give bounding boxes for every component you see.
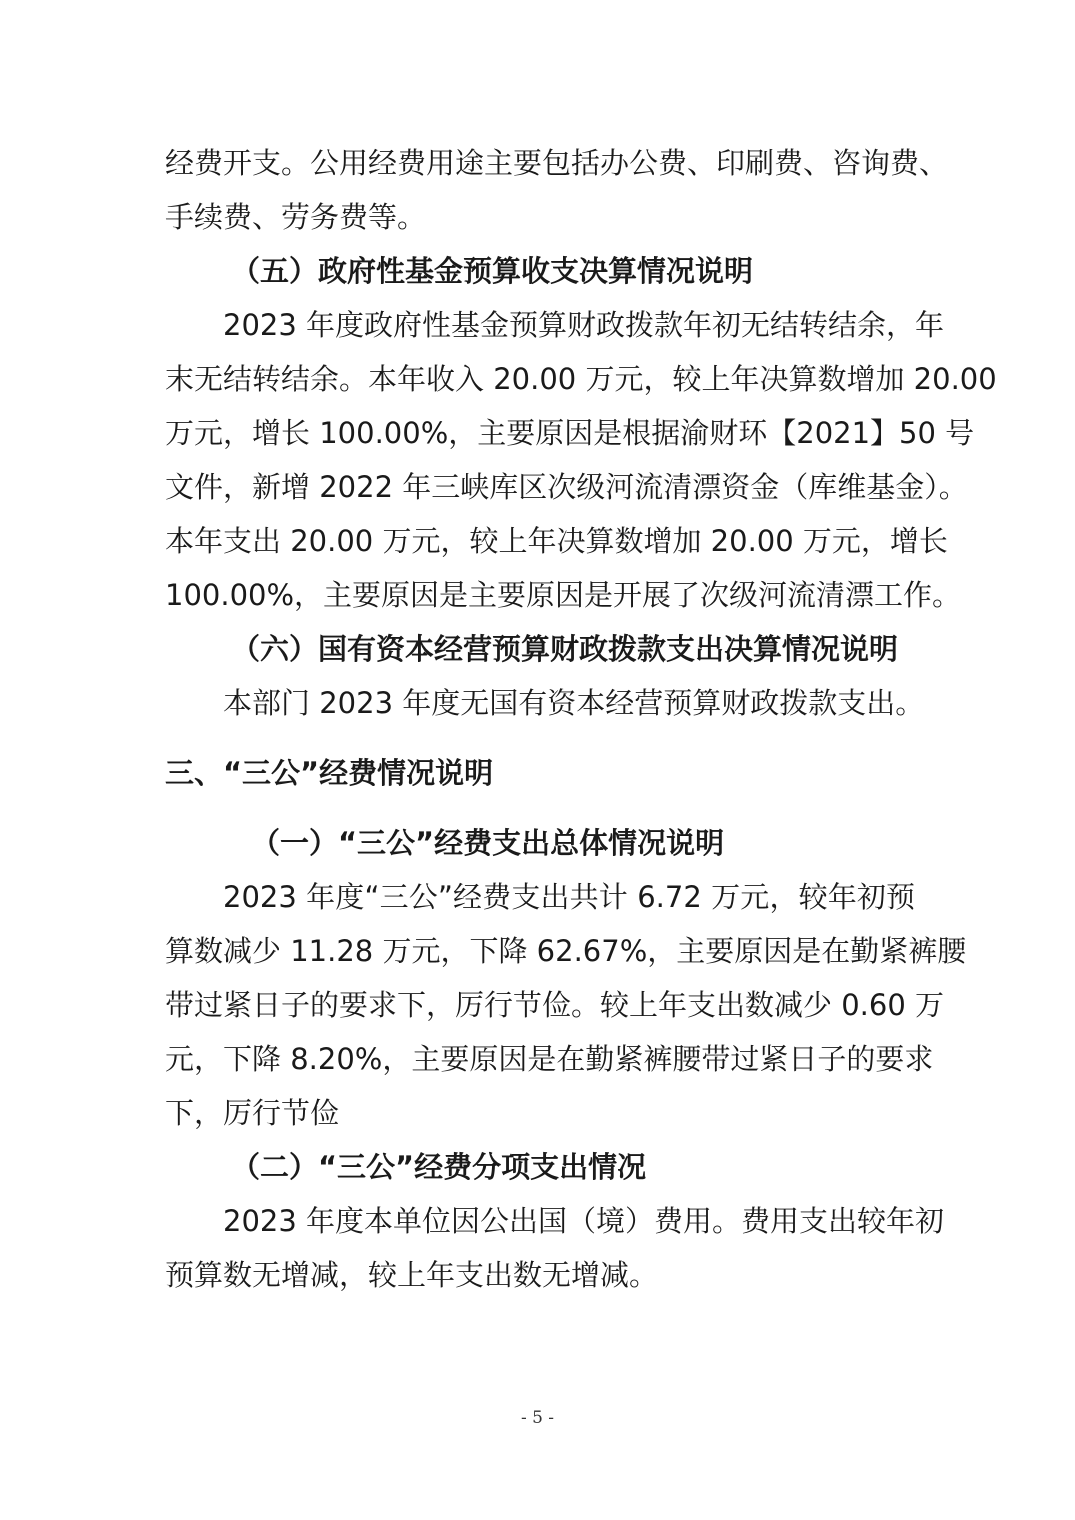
paragraph-line: 2023 年度政府性基金预算财政拨款年初无结转结余，年 [223, 308, 945, 342]
paragraph-line: 算数减少 11.28 万元，下降 62.67%，主要原因是在勤紧裤腰 [165, 934, 967, 968]
paragraph-line: 下，厉行节俭 [165, 1096, 340, 1130]
paragraph-line: 本年支出 20.00 万元，较上年决算数增加 20.00 万元，增长 [165, 524, 948, 558]
paragraph-line: 手续费、劳务费等。 [165, 200, 427, 234]
page-number: - 5 - [520, 1408, 555, 1428]
paragraph-line: 预算数无增减，较上年支出数无增减。 [165, 1258, 659, 1292]
section-heading-three-public: 三、“三公”经费情况说明 [165, 756, 494, 790]
body-text [165, 136, 997, 1302]
paragraph-line: 元，下降 8.20%，主要原因是在勤紧裤腰带过紧日子的要求 [165, 1042, 934, 1076]
subheading-fund-budget: （五）政府性基金预算收支决算情况说明 [231, 254, 754, 288]
paragraph-line: 万元，增长 100.00%，主要原因是根据渝财环【2021】50 号 [165, 416, 975, 450]
paragraph-line: 2023 年度“三公”经费支出共计 6.72 万元，较年初预 [223, 880, 915, 914]
paragraph-line: 文件，新增 2022 年三峡库区次级河流清漂资金（库维基金）。 [165, 470, 968, 504]
paragraph-line: 末无结转结余。本年收入 20.00 万元，较上年决算数增加 20.00 [165, 362, 997, 396]
paragraph-line: 带过紧日子的要求下，厉行节俭。较上年支出数减少 0.60 万 [165, 988, 945, 1022]
paragraph-line: 2023 年度本单位因公出国（境）费用。费用支出较年初 [223, 1204, 945, 1238]
paragraph-line: 100.00%，主要原因是主要原因是开展了次级河流清漂工作。 [165, 578, 962, 612]
paragraph-line: 经费开支。公用经费用途主要包括办公费、印刷费、咨询费、 [165, 146, 949, 180]
paragraph-line: 本部门 2023 年度无国有资本经营预算财政拨款支出。 [223, 686, 925, 720]
subheading-overall: （一）“三公”经费支出总体情况说明 [251, 826, 725, 860]
subheading-state-capital: （六）国有资本经营预算财政拨款支出决算情况说明 [231, 632, 899, 666]
subheading-itemized: （二）“三公”经费分项支出情况 [231, 1150, 647, 1184]
